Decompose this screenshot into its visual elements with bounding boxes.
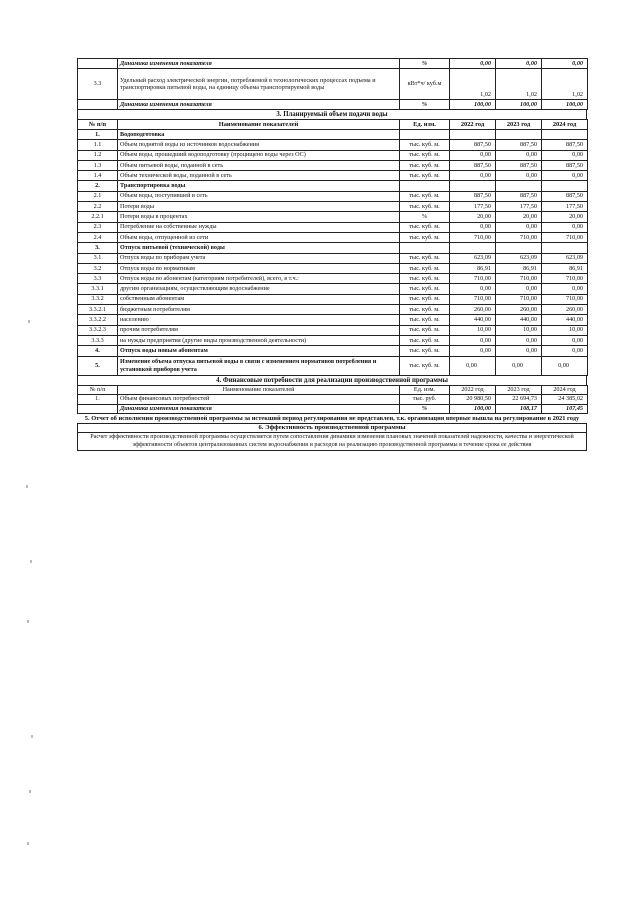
table-row [78,294,588,304]
value-2022: 20,00 [450,212,496,222]
value-2024: 0,00 [542,171,588,181]
row-unit: тыс. куб. м. [400,140,450,150]
value-2022: 0,00 [450,356,496,375]
row-name: Водоподготовка [118,130,400,140]
row-unit: тыс. куб. м. [400,263,450,273]
row-number [78,100,118,110]
value-2024: 0,00 [542,150,588,160]
value-2023: 0,00 [496,284,542,294]
value-2023: 0,00 [496,171,542,181]
value-2022: 0,00 [450,346,496,356]
row-unit: тыс. куб. м. [400,315,450,325]
value-2022: 0,00 [450,171,496,181]
value-2022: 0,00 [450,59,496,69]
table-row [78,130,588,140]
value-2023: 260,00 [496,305,542,315]
value-2023: 108,17 [496,404,542,414]
row-unit: тыс. куб. м. [400,294,450,304]
row-unit: тыс. куб. м. [400,274,450,284]
header-num: № п/п [78,385,118,395]
value-2023: 22 694,73 [496,395,542,405]
value-2024 [542,181,588,191]
value-2022 [450,243,496,253]
value-2022: 887,50 [450,160,496,170]
value-2024: 710,00 [542,232,588,242]
header-name: Наименование показателей [118,120,400,130]
value-2024: 20,00 [542,212,588,222]
row-unit: тыс. куб. м. [400,284,450,294]
row-number: 3.3 [78,274,118,284]
value-2024: 107,45 [542,404,588,414]
value-2023: 0,00 [496,356,542,375]
value-2023: 887,50 [496,160,542,170]
value-2022: 260,00 [450,305,496,315]
table-row [78,150,588,160]
value-2023: 623,09 [496,253,542,263]
value-2022: 100,00 [450,100,496,110]
table-row [78,263,588,273]
row-name: Динамика изменения показателя [118,100,400,110]
value-2024: 0,00 [542,346,588,356]
row-unit: тыс. куб. м. [400,222,450,232]
value-2024: 24 385,02 [542,395,588,405]
row-number: 3.3.2.1 [78,305,118,315]
row-name: Потери воды в процентах [118,212,400,222]
value-2022: 623,09 [450,253,496,263]
row-number: 1. [78,130,118,140]
value-2023 [496,181,542,191]
table-row [78,222,588,232]
row-number: 3. [78,243,118,253]
value-2023: 20,00 [496,212,542,222]
row-number: 3.3.2.3 [78,325,118,335]
row-unit: тыс. куб. м. [400,191,450,201]
value-2023: 710,00 [496,274,542,284]
value-2024: 10,00 [542,325,588,335]
value-2022: 177,50 [450,202,496,212]
row-number [78,404,118,414]
row-unit: тыс. куб. м. [400,160,450,170]
value-2024: 887,50 [542,140,588,150]
row-unit: тыс. куб. м. [400,305,450,315]
row-unit: % [400,212,450,222]
value-2024: 0,00 [542,59,588,69]
row-name: Транспортировка воды [118,181,400,191]
row-unit: тыс. куб. м. [400,253,450,263]
value-2023: 887,50 [496,140,542,150]
value-2022: 0,00 [450,150,496,160]
value-2022: 1,02 [450,69,496,100]
table-row [78,305,588,315]
value-2022: 0,00 [450,222,496,232]
value-2023: 0,00 [496,222,542,232]
value-2023: 887,50 [496,191,542,201]
row-name: Отпуск питьевой (технической) воды [118,243,400,253]
value-2024: 0,00 [542,284,588,294]
row-number: 1. [78,395,118,405]
section3-header-row [78,120,588,130]
value-2023: 10,00 [496,325,542,335]
row-unit: % [400,59,450,69]
header-name: Наименование показателей [118,385,400,395]
row-name: Потери воды [118,202,400,212]
header-num: № п/п [78,120,118,130]
document-page [77,58,587,451]
row-name: Отпуск воды по нормативам [118,263,400,273]
row-name: Объем финансовых потребностей [118,395,400,405]
row-name: Объем технической воды, поданной в сеть [118,171,400,181]
row-number: 2.2.1 [78,212,118,222]
value-2023 [496,130,542,140]
section5-text: 5. Отчет об исполнении производственной программы за истекший период регулирования не представлен, т.к. организация впервые вышла на регулирование в 2021 году [84,415,580,423]
row-number: 1.3 [78,160,118,170]
table-row [78,395,588,405]
table-row [78,284,588,294]
row-unit: тыс. руб. [400,395,450,405]
value-2024: 0,00 [542,222,588,232]
table-row [78,243,588,253]
value-2024: 710,00 [542,274,588,284]
row-unit: тыс. куб. м. [400,150,450,160]
section6-title: 6. Эффективность производственной программы [77,423,587,432]
row-number: 2.1 [78,191,118,201]
row-unit [400,181,450,191]
table-row [78,315,588,325]
value-2024: 0,00 [542,335,588,345]
value-2024: 100,00 [542,100,588,110]
row-name: Объем воды, прошедший водоподготовку (процищено воды через ОС) [118,150,400,160]
value-2022: 710,00 [450,294,496,304]
row-unit: % [400,404,450,414]
value-2022: 20 980,50 [450,395,496,405]
value-2024 [542,130,588,140]
row-number: 3.2 [78,263,118,273]
row-number: 2.3 [78,222,118,232]
row-name: Отпуск воды по абонентам (категориям потребителей), всего, в т.ч.: [118,274,400,284]
value-2023: 100,00 [496,100,542,110]
row-unit: тыс. куб. м. [400,346,450,356]
value-2024: 260,00 [542,305,588,315]
value-2023: 0,00 [496,335,542,345]
value-2022 [450,181,496,191]
row-number: 3.3.2 [78,294,118,304]
row-number: 3.3.3 [78,335,118,345]
value-2022: 710,00 [450,232,496,242]
value-2024: 623,09 [542,253,588,263]
row-number: 1.4 [78,171,118,181]
row-name: бюджетным потребителям [118,305,400,315]
value-2023: 1,02 [496,69,542,100]
row-number: 5. [78,356,118,375]
row-name: Динамика изменения показателя [118,404,400,414]
table-row [78,202,588,212]
value-2024 [542,243,588,253]
section4-table [77,385,588,415]
row-unit [400,130,450,140]
section3-title: 3. Планируемый объем подачи воды [77,110,587,119]
row-name: собственным абонентам [118,294,400,304]
row-name: на нужды предприятия (другие виды производственной деятельности) [118,335,400,345]
table-row [78,100,588,110]
value-2024: 86,91 [542,263,588,273]
row-name: Динамика изменения показателя [118,59,400,69]
row-name: Объем поднятой воды из источников водоснабжения [118,140,400,150]
row-unit: тыс. куб. м. [400,356,450,375]
table-row [78,171,588,181]
row-number: 1.1 [78,140,118,150]
table-row [78,181,588,191]
table-row [78,274,588,284]
row-name: другим организациям, осуществляющим водоснабжение [118,284,400,294]
header-unit: Ед. изм. [400,385,450,395]
table-row [78,404,588,414]
row-name: Объем питьевой воды, поданной в сеть [118,160,400,170]
value-2023: 440,00 [496,315,542,325]
row-name: Удельный расход электрической энергии, потребляемой в технологических процессах подъема и транспортировки питьевой воды, на единицу объема транспортируемой воды [118,69,400,100]
section4-header-row [78,385,588,395]
row-unit: тыс. куб. м. [400,171,450,181]
row-name: Изменение объема отпуска питьевой воды в связи с изменением нормативов потребления и установкой приборов учета [118,356,400,375]
value-2022: 0,00 [450,284,496,294]
table-row [78,325,588,335]
value-2024: 887,50 [542,160,588,170]
value-2023 [496,243,542,253]
value-2022: 440,00 [450,315,496,325]
row-number: 3.3.1 [78,284,118,294]
row-number: 2.2 [78,202,118,212]
section4-title: 4. Финансовые потребности для реализации производственной программы [77,376,587,385]
table-row [78,191,588,201]
value-2022: 100,00 [450,404,496,414]
section6-text: Расчет эффективности производственной программы осуществляется путем сопоставления динамики изменения плановых значений показателей надежности, качества и энергетической эффективности объектов централизованных систем водоснабжения и расходов на реализацию производственной программы в течение срока ее действия [77,432,587,451]
value-2024: 0,00 [542,356,588,375]
table-row [78,346,588,356]
row-unit [400,243,450,253]
row-name: прочим потребителям [118,325,400,335]
row-name: Потребление на собственные нужды [118,222,400,232]
header-unit: Ед. изм. [400,120,450,130]
value-2022: 887,50 [450,140,496,150]
value-2023: 710,00 [496,232,542,242]
row-unit: тыс. куб. м. [400,232,450,242]
value-2024: 887,50 [542,191,588,201]
header-year-1: 2022 год [450,120,496,130]
row-number: 1.2 [78,150,118,160]
row-number [78,59,118,69]
row-number: 3.3 [78,69,118,100]
value-2023: 0,00 [496,150,542,160]
header-year-1: 2022 год [450,385,496,395]
row-unit: кВт*ч/ куб.м [400,69,450,100]
row-name: Отпуск воды новым абонентам [118,346,400,356]
row-number: 3.3.2.2 [78,315,118,325]
value-2022: 86,91 [450,263,496,273]
value-2023: 0,00 [496,346,542,356]
value-2022: 10,00 [450,325,496,335]
header-year-3: 2024 год [542,385,588,395]
header-year-2: 2023 год [496,385,542,395]
section3-table [77,119,588,376]
value-2022: 710,00 [450,274,496,284]
top-table [77,58,588,110]
row-name: Объем воды, отпущенной из сети [118,232,400,242]
value-2024: 710,00 [542,294,588,304]
table-row [78,59,588,69]
value-2023: 0,00 [496,59,542,69]
row-unit: тыс. куб. м. [400,202,450,212]
table-row [78,253,588,263]
value-2024: 1,02 [542,69,588,100]
row-unit: тыс. куб. м. [400,335,450,345]
header-year-3: 2024 год [542,120,588,130]
value-2023: 710,00 [496,294,542,304]
value-2023: 177,50 [496,202,542,212]
value-2024: 440,00 [542,315,588,325]
table-row [78,232,588,242]
table-row [78,335,588,345]
table-row [78,160,588,170]
row-name: Объем воды, поступившей в сеть [118,191,400,201]
row-unit: % [400,100,450,110]
row-number: 2. [78,181,118,191]
table-row [78,140,588,150]
table-row [78,212,588,222]
row-number: 4. [78,346,118,356]
header-year-2: 2023 год [496,120,542,130]
table-row [78,69,588,100]
row-name: населению [118,315,400,325]
value-2023: 86,91 [496,263,542,273]
row-number: 2.4 [78,232,118,242]
row-name: Отпуск воды по приборам учета [118,253,400,263]
value-2022: 0,00 [450,335,496,345]
row-unit: тыс. куб. м. [400,325,450,335]
table-row [78,356,588,375]
value-2022: 887,50 [450,191,496,201]
row-number: 3.1 [78,253,118,263]
value-2024: 177,50 [542,202,588,212]
value-2022 [450,130,496,140]
